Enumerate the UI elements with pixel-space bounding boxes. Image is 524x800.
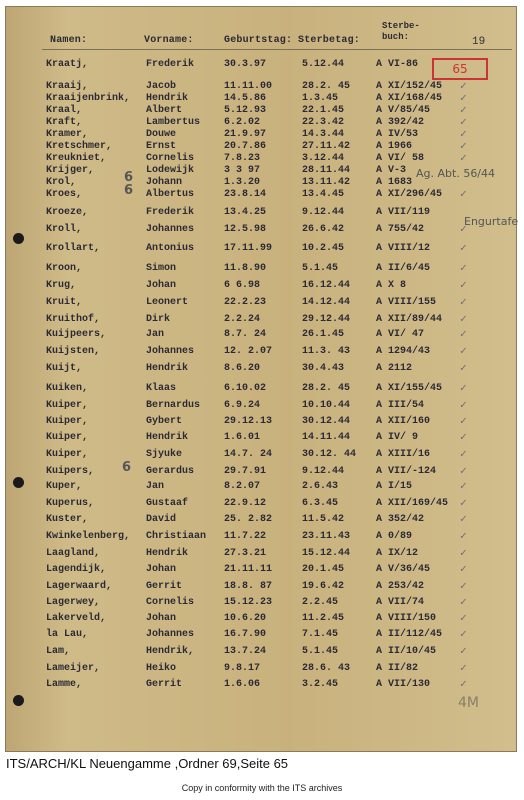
check-mark: ✓ [460,514,467,526]
register-row [6,595,518,611]
death-register-cell: A V-3 [376,165,407,176]
check-mark: ✓ [460,629,467,641]
register-row [6,361,518,377]
death-date-cell: 2.2.45 [302,597,339,608]
check-mark: ✓ [460,263,467,275]
register-row [6,430,518,446]
death-register-cell: A VII/119 [376,207,431,218]
register-row [6,447,518,463]
register-row [6,344,518,360]
death-date-cell: 10.2.45 [302,243,345,254]
surname-cell: Kramer, [46,129,89,140]
death-register-cell: A XII/160 [376,416,431,427]
surname-cell: Kraft, [46,117,83,128]
header-sterbetag: Sterbetag: [298,35,361,46]
birth-date-cell: 17.11.99 [224,243,273,254]
register-row [6,222,518,238]
first-name-cell: Hendrik, [146,646,195,657]
death-date-cell: 26.1.45 [302,329,345,340]
page-number: 19 [472,36,486,48]
first-name-cell: Frederik [146,207,195,218]
death-date-cell: 2.6.43 [302,481,339,492]
birth-date-cell: 12. 2.07 [224,346,273,357]
check-mark: ✓ [460,329,467,341]
first-name-cell: Heiko [146,663,177,674]
birth-date-cell: 10.6.20 [224,613,267,624]
first-name-cell: Douwe [146,129,177,140]
check-mark: ✓ [460,400,467,412]
death-date-cell: 14.11.44 [302,432,351,443]
surname-cell: Kroon, [46,263,83,274]
death-register-cell: A III/54 [376,400,425,411]
surname-cell: Lakerveld, [46,613,107,624]
register-row [6,381,518,397]
surname-cell: la Lau, [46,629,89,640]
first-name-cell: Jan [146,329,165,340]
first-name-cell: Johan [146,564,177,575]
birth-date-cell: 6.2.02 [224,117,261,128]
check-mark: ✓ [460,363,467,375]
surname-cell: Kuper, [46,481,83,492]
surname-cell: Kraaijenbrink, [46,93,131,104]
header-vorname: Vorname: [144,35,194,46]
death-register-cell: A XI/155/45 [376,383,443,394]
first-name-cell: Johan [146,280,177,291]
register-row [6,205,518,221]
first-name-cell: Hendrik [146,363,189,374]
birth-date-cell: 6.10.02 [224,383,267,394]
pencil-corner-mark: 4M [458,695,479,711]
death-register-cell: A II/6/45 [376,263,431,274]
header-sterbebuch [382,21,420,43]
check-mark: ✓ [460,243,467,255]
death-date-cell: 13.4.45 [302,189,345,200]
death-register-cell: A V/36/45 [376,564,431,575]
surname-cell: Krol, [46,177,77,188]
birth-date-cell: 30.3.97 [224,59,267,70]
check-mark: ✓ [460,314,467,326]
register-row [6,579,518,595]
death-date-cell: 10.10.44 [302,400,351,411]
surname-cell: Kretschmer, [46,141,113,152]
header-sterbebuch-line2: buch: [382,32,410,42]
check-mark: ✓ [460,466,467,478]
surname-cell: Kuiper, [46,449,89,460]
first-name-cell: Antonius [146,243,195,254]
death-date-cell: 5.1.45 [302,646,339,657]
first-name-cell: Leonert [146,297,189,308]
check-mark: ✓ [460,105,467,117]
death-date-cell: 3.2.45 [302,679,339,690]
death-register-cell: A VIII/12 [376,243,431,254]
check-mark: ✓ [460,548,467,560]
surname-cell: Kwinkelenberg, [46,531,131,542]
birth-date-cell: 29.7.91 [224,466,267,477]
birth-date-cell: 21.11.11 [224,564,273,575]
death-date-cell: 29.12.44 [302,314,351,325]
surname-cell: Kuiper, [46,400,89,411]
death-register-cell: A XI/296/45 [376,189,443,200]
surname-cell: Krug, [46,280,77,291]
first-name-cell: Lodewijk [146,165,195,176]
birth-date-cell: 21.9.97 [224,129,267,140]
birth-date-cell: 8.7. 24 [224,329,267,340]
first-name-cell: Cornelis [146,597,195,608]
death-register-cell: A II/82 [376,663,419,674]
death-register-cell: A II/112/45 [376,629,443,640]
check-mark: ✓ [460,481,467,493]
header-namen: Namen: [50,35,88,46]
birth-date-cell: 22.2.23 [224,297,267,308]
birth-date-cell: 1.6.01 [224,432,261,443]
death-register-cell: A VI/ 47 [376,329,425,340]
first-name-cell: Johann [146,177,183,188]
death-register-cell: A VII/130 [376,679,431,690]
check-mark: ✓ [460,646,467,658]
death-date-cell: 11.2.45 [302,613,345,624]
death-date-cell: 5.1.45 [302,263,339,274]
death-date-cell: 30.12. 44 [302,449,357,460]
death-register-cell: A IV/ 9 [376,432,419,443]
surname-cell: Kraatj, [46,59,89,70]
check-mark: ✓ [460,189,467,201]
first-name-cell: Johannes [146,629,195,640]
check-mark: ✓ [460,597,467,609]
surname-cell: Lam, [46,646,71,657]
birth-date-cell: 22.9.12 [224,498,267,509]
check-mark: ✓ [460,581,467,593]
surname-cell: Lagerwey, [46,597,101,608]
first-name-cell: Gerardus [146,466,195,477]
birth-date-cell: 8.2.07 [224,481,261,492]
birth-date-cell: 14.5.86 [224,93,267,104]
check-mark: ✓ [460,432,467,444]
surname-cell: Kuipers, [46,466,95,477]
death-register-cell: A VI/ 58 [376,153,425,164]
surname-cell: Kuijsten, [46,346,101,357]
surname-cell: Kruit, [46,297,83,308]
death-date-cell: 9.12.44 [302,207,345,218]
register-row [6,644,518,660]
birth-date-cell: 2.2.24 [224,314,261,325]
punch-hole [13,695,24,706]
birth-date-cell: 27.3.21 [224,548,267,559]
surname-cell: Kroll, [46,224,83,235]
death-date-cell: 28.11.44 [302,165,351,176]
surname-cell: Kuiken, [46,383,89,394]
birth-date-cell: 29.12.13 [224,416,273,427]
first-name-cell: Klaas [146,383,177,394]
handwritten-note: Ag. Abt. 56/44 [416,167,496,180]
death-register-cell: A IX/12 [376,548,419,559]
check-mark: ✓ [460,117,467,129]
death-date-cell: 28.2. 45 [302,383,351,394]
register-row [6,479,518,495]
first-name-cell: Johan [146,613,177,624]
death-register-cell: A VII/74 [376,597,425,608]
check-mark: ✓ [460,141,467,153]
check-mark: ✓ [460,416,467,428]
birth-date-cell: 5.12.93 [224,105,267,116]
register-row [6,327,518,343]
death-register-cell: A I/15 [376,481,413,492]
check-mark: ✓ [460,93,467,105]
register-row [6,464,518,480]
death-register-cell: A 0/89 [376,531,413,542]
check-mark: ✓ [460,81,467,93]
first-name-cell: Jacob [146,81,177,92]
surname-cell: Kruithof, [46,314,101,325]
death-register-cell: A VI-86 [376,59,419,70]
check-mark: ✓ [460,346,467,358]
first-name-cell: Christiaan [146,531,207,542]
death-date-cell: 5.12.44 [302,59,345,70]
birth-date-cell: 13.4.25 [224,207,267,218]
surname-cell: Kuijt, [46,363,83,374]
register-row [6,261,518,277]
death-date-cell: 30.12.44 [302,416,351,427]
death-date-cell: 11.5.42 [302,514,345,525]
death-date-cell: 22.1.45 [302,105,345,116]
birth-date-cell: 11.11.00 [224,81,273,92]
first-name-cell: Albertus [146,189,195,200]
death-date-cell: 28.2. 45 [302,81,351,92]
check-mark: ✓ [460,498,467,510]
birth-date-cell: 8.6.20 [224,363,261,374]
surname-cell: Lameijer, [46,663,101,674]
first-name-cell: David [146,514,177,525]
death-register-cell: A 755/42 [376,224,425,235]
birth-date-cell: 23.8.14 [224,189,267,200]
birth-date-cell: 3 3 97 [224,165,261,176]
first-name-cell: Gerrit [146,581,183,592]
first-name-cell: Albert [146,105,183,116]
handwritten-note: Engurtafe [464,215,519,228]
death-register-cell: A 1683 [376,177,413,188]
birth-date-cell: 6.9.24 [224,400,261,411]
first-name-cell: Gustaaf [146,498,189,509]
register-row [6,496,518,512]
death-date-cell: 22.3.42 [302,117,345,128]
surname-cell: Kuiper, [46,416,89,427]
birth-date-cell: 1.6.06 [224,679,261,690]
death-register-cell: A 392/42 [376,117,425,128]
surname-cell: Kuperus, [46,498,95,509]
death-date-cell: 11.3. 43 [302,346,351,357]
check-mark: ✓ [460,153,467,165]
check-mark: ✓ [460,449,467,461]
death-register-cell: A IV/53 [376,129,419,140]
birth-date-cell: 14.7. 24 [224,449,273,460]
birth-date-cell: 12.5.98 [224,224,267,235]
death-date-cell: 27.11.42 [302,141,351,152]
check-mark: ✓ [460,663,467,675]
page-stamp: 65 [432,58,488,80]
death-register-cell: A VIII/150 [376,613,437,624]
first-name-cell: Hendrik [146,93,189,104]
death-date-cell: 14.3.44 [302,129,345,140]
register-row [6,278,518,294]
birth-date-cell: 6 6.98 [224,280,261,291]
death-register-cell: A XIII/16 [376,449,431,460]
death-register-cell: A VII/-124 [376,466,437,477]
birth-date-cell: 1.3.20 [224,177,261,188]
death-date-cell: 14.12.44 [302,297,351,308]
first-name-cell: Dirk [146,314,171,325]
first-name-cell: Frederik [146,59,195,70]
first-name-cell: Gybert [146,416,183,427]
surname-cell: Lamme, [46,679,83,690]
death-register-cell: A II/10/45 [376,646,437,657]
death-date-cell: 7.1.45 [302,629,339,640]
surname-cell: Kraal, [46,105,83,116]
check-mark: ✓ [460,383,467,395]
check-mark: ✓ [460,564,467,576]
death-date-cell: 19.6.42 [302,581,345,592]
first-name-cell: Gerrit [146,679,183,690]
death-register-cell: A V/85/45 [376,105,431,116]
birth-date-cell: 11.7.22 [224,531,267,542]
archive-caption: ITS/ARCH/KL Neuengamme ,Ordner 69,Seite 65 [6,756,289,771]
register-row [6,611,518,627]
register-row [6,414,518,430]
register-row [6,312,518,328]
death-date-cell: 13.11.42 [302,177,351,188]
first-name-cell: Hendrik [146,432,189,443]
register-row [6,627,518,643]
birth-date-cell: 25. 2.82 [224,514,273,525]
surname-cell: Krijger, [46,165,95,176]
surname-cell: Lagendijk, [46,564,107,575]
register-row [6,512,518,528]
death-register-cell: A 253/42 [376,581,425,592]
register-row [6,398,518,414]
register-row [6,241,518,257]
first-name-cell: Sjyuke [146,449,183,460]
death-date-cell: 9.12.44 [302,466,345,477]
first-name-cell: Ernst [146,141,177,152]
death-register-cell: A XI/152/45 [376,81,443,92]
surname-cell: Kuiper, [46,432,89,443]
copyright-notice: Copy in conformity with the ITS archives [181,783,343,793]
birth-date-cell: 9.8.17 [224,663,261,674]
surname-cell: Kuijpeers, [46,329,107,340]
register-row [6,57,518,73]
register-row [6,187,518,203]
death-register-cell: A 1966 [376,141,413,152]
register-row [6,295,518,311]
death-register-cell: A 2112 [376,363,413,374]
check-mark: ✓ [460,129,467,141]
check-mark: ✓ [460,297,467,309]
check-mark: ✓ [460,224,467,236]
register-row [6,562,518,578]
check-mark: ✓ [460,679,467,691]
header-rule [42,49,512,50]
birth-date-cell: 13.7.24 [224,646,267,657]
check-mark: ✓ [460,531,467,543]
death-date-cell: 28.6. 43 [302,663,351,674]
death-register-cell: A 352/42 [376,514,425,525]
birth-date-cell: 20.7.86 [224,141,267,152]
first-name-cell: Lambertus [146,117,201,128]
surname-cell: Lagerwaard, [46,581,113,592]
death-date-cell: 16.12.44 [302,280,351,291]
death-date-cell: 20.1.45 [302,564,345,575]
header-sterbebuch-line1: Sterbe- [382,21,420,31]
death-date-cell: 6.3.45 [302,498,339,509]
handwritten-six: 6 [122,460,132,475]
birth-date-cell: 7.8.23 [224,153,261,164]
register-row [6,677,518,693]
document-page [5,6,517,752]
check-mark: ✓ [460,280,467,292]
first-name-cell: Johannes [146,224,195,235]
surname-cell: Laagland, [46,548,101,559]
death-register-cell: A XI/168/45 [376,93,443,104]
death-register-cell: A X 8 [376,280,407,291]
birth-date-cell: 18.8. 87 [224,581,273,592]
first-name-cell: Simon [146,263,177,274]
death-register-cell: A VIII/155 [376,297,437,308]
register-row [6,546,518,562]
register-row [6,529,518,545]
handwritten-six: 6 [124,170,134,185]
first-name-cell: Cornelis [146,153,195,164]
birth-date-cell: 11.8.90 [224,263,267,274]
register-row [6,661,518,677]
first-name-cell: Jan [146,481,165,492]
surname-cell: Kroeze, [46,207,89,218]
surname-cell: Kroes, [46,189,83,200]
death-register-cell: A XII/89/44 [376,314,443,325]
check-mark: ✓ [460,613,467,625]
death-register-cell: A XII/169/45 [376,498,449,509]
death-date-cell: 30.4.43 [302,363,345,374]
death-register-cell: A 1294/43 [376,346,431,357]
death-date-cell: 3.12.44 [302,153,345,164]
death-date-cell: 15.12.44 [302,548,351,559]
birth-date-cell: 15.12.23 [224,597,273,608]
birth-date-cell: 16.7.90 [224,629,267,640]
first-name-cell: Bernardus [146,400,201,411]
death-date-cell: 1.3.45 [302,93,339,104]
first-name-cell: Hendrik [146,548,189,559]
header-geburtstag: Geburtstag: [224,35,293,46]
surname-cell: Kraaij, [46,81,89,92]
first-name-cell: Johannes [146,346,195,357]
surname-cell: Krollart, [46,243,101,254]
death-date-cell: 23.11.43 [302,531,351,542]
handwritten-six: 6 [124,183,134,198]
surname-cell: Kreukniet, [46,153,107,164]
death-date-cell: 26.6.42 [302,224,345,235]
surname-cell: Kuster, [46,514,89,525]
